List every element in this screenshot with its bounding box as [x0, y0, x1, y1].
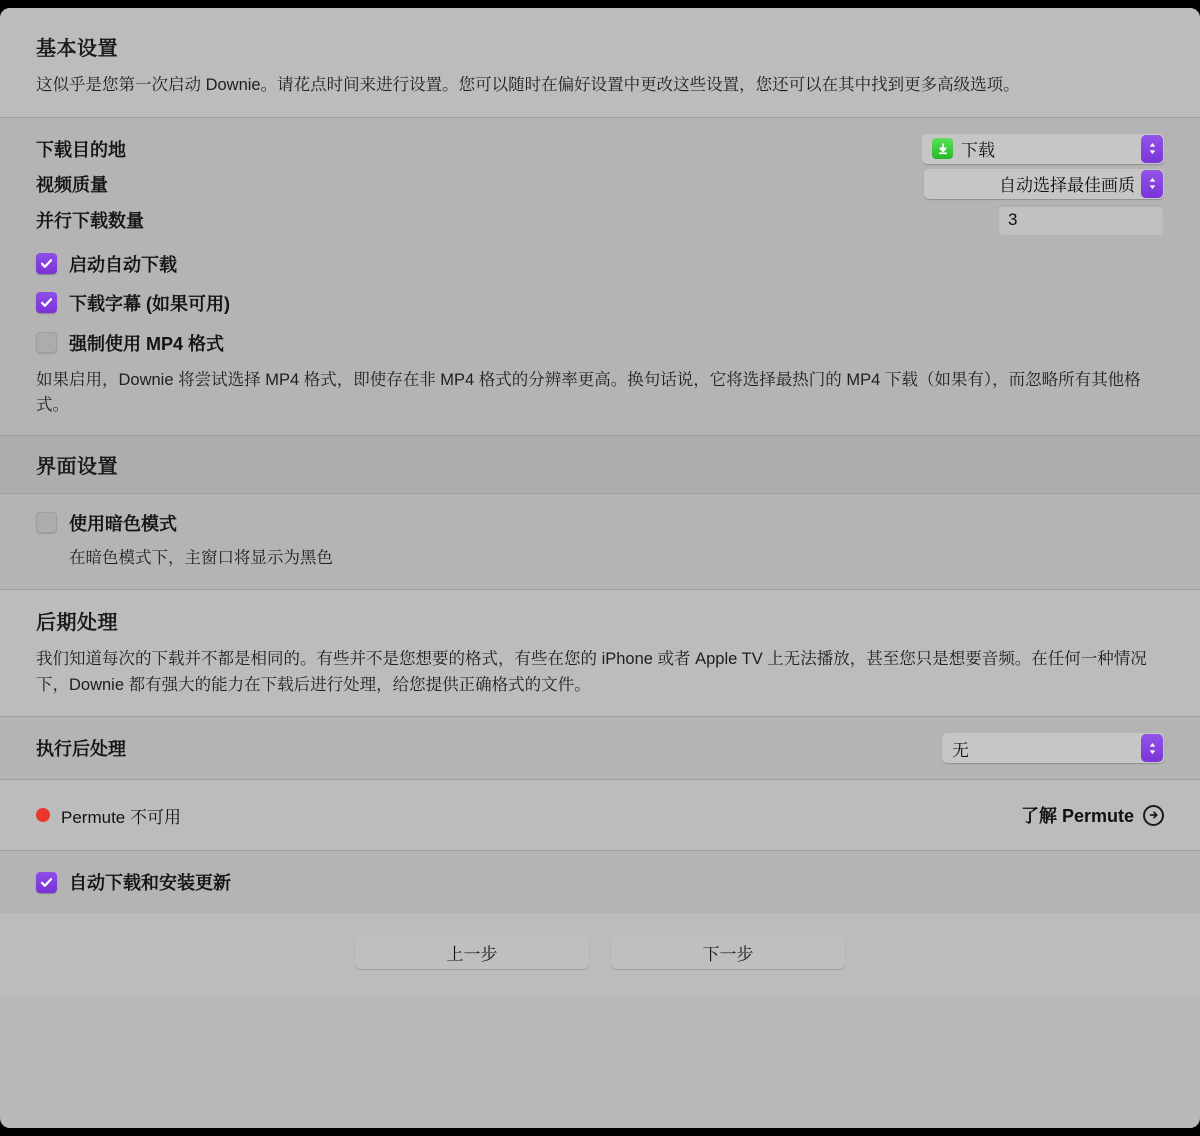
learn-permute-label: 了解 Permute [1020, 806, 1134, 827]
setup-window [0, 8, 1200, 1128]
force-mp4-description: 如果启用，Downie 将尝试选择 MP4 格式，即使存在非 MP4 格式的分辨率更高。换句话说，它将选择最热门的 MP4 下载（如果有），而忽略所有其他格式。 [36, 370, 1141, 415]
folder-download-icon [932, 138, 953, 159]
arrow-right-icon [1143, 805, 1164, 826]
video-quality-value: 自动选择最佳画质 [999, 176, 1135, 196]
dark-mode-description: 在暗色模式下，主窗口将显示为黑色 [69, 548, 333, 567]
postprocessing-controls [0, 717, 1200, 779]
basic-settings-description: 这似乎是您第一次启动 Downie。请花点时间来进行设置。您可以随时在偏好设置中更改这些设置，您还可以在其中找到更多高级选项。 [36, 76, 1020, 94]
subtitles-checkbox[interactable] [36, 292, 57, 313]
postprocessing-heading: 后期处理 [36, 612, 118, 635]
video-quality-row [36, 166, 1164, 202]
basic-settings-section [0, 8, 1200, 117]
chevron-updown-icon[interactable] [1141, 734, 1163, 762]
auto-update-section [0, 851, 1200, 913]
download-destination-value: 下载 [961, 141, 995, 161]
download-destination-select[interactable] [922, 134, 1164, 164]
auto-update-label: 自动下载和安装更新 [69, 873, 231, 894]
force-mp4-checkbox[interactable] [36, 332, 57, 353]
video-quality-label: 视频质量 [36, 174, 108, 195]
parallel-downloads-row [36, 202, 1164, 238]
auto-download-checkbox[interactable] [36, 253, 57, 274]
chevron-updown-icon[interactable] [1141, 170, 1163, 198]
parallel-downloads-label: 并行下载数量 [36, 210, 144, 231]
postprocessing-action-label: 执行后处理 [36, 739, 126, 760]
auto-update-row[interactable] [36, 869, 1164, 895]
dark-mode-row[interactable] [36, 510, 1164, 536]
download-destination-row [36, 132, 1164, 166]
subtitles-row[interactable] [36, 290, 1164, 316]
force-mp4-row[interactable] [36, 330, 1164, 356]
force-mp4-label: 强制使用 MP4 格式 [69, 333, 225, 354]
download-destination-label: 下载目的地 [36, 139, 126, 160]
auto-download-row[interactable] [36, 251, 1164, 277]
auto-download-label: 启动自动下载 [69, 254, 177, 275]
dark-mode-label: 使用暗色模式 [69, 513, 177, 534]
auto-update-checkbox[interactable] [36, 872, 57, 893]
video-quality-select[interactable] [924, 169, 1164, 199]
permute-status-label: Permute 不可用 [61, 807, 181, 827]
permute-status-group [36, 803, 181, 828]
postprocessing-section [0, 590, 1200, 716]
chevron-updown-icon[interactable] [1141, 135, 1163, 163]
back-button[interactable]: 上一步 [355, 935, 589, 969]
parallel-downloads-input[interactable]: 3 [998, 205, 1164, 235]
subtitles-label: 下载字幕 (如果可用) [69, 293, 230, 314]
postprocessing-action-value: 无 [952, 740, 969, 760]
postprocessing-description: 我们知道每次的下载并不都是相同的。有些并不是您想要的格式，有些在您的 iPhone 或者 Apple TV 上无法播放，甚至您只是想要音频。在任何一种情况下，Downie 都有强大的能力在下载后进行处理，给您提供正确格式的文件。 [36, 650, 1147, 694]
interface-settings-heading: 界面设置 [36, 455, 118, 478]
next-button[interactable]: 下一步 [611, 935, 845, 969]
learn-permute-link[interactable] [1021, 802, 1164, 828]
permute-section [0, 780, 1200, 850]
interface-settings-controls [0, 494, 1200, 590]
basic-settings-heading: 基本设置 [36, 38, 118, 60]
basic-settings-controls [0, 118, 1200, 435]
status-dot-icon [36, 808, 50, 822]
interface-settings-header [0, 436, 1200, 493]
dark-mode-checkbox[interactable] [36, 512, 57, 533]
postprocessing-action-select[interactable] [942, 733, 1164, 763]
postprocessing-action-row [36, 731, 1164, 765]
footer-bar [0, 913, 1200, 995]
permute-row [36, 802, 1164, 828]
